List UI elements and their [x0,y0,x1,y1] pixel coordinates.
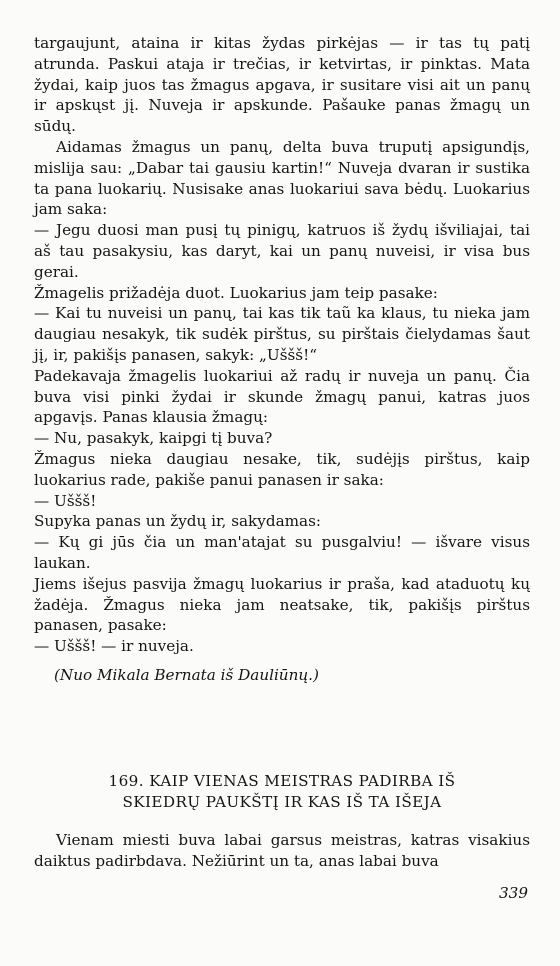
heading-line: 169. KAIP VIENAS MEISTRAS PADIRBA IŠ [108,772,456,790]
page-number: 339 [499,884,528,902]
paragraph: Supyka panas un žydų ir, sakydamas: [34,512,321,531]
paragraph: Jiems išejus pasvija žmagų luokarius ir praša, kad ataduotų kų žadėja. Žmagus nieka jam neatsake, tik, pakišįs pirštus panasen, pasake: [34,574,530,635]
paragraph: — Uššš! [34,491,97,510]
chapter-opening [34,830,530,872]
paragraph: — Kų gi jūs čia un man'atajat su pusgalviu! — išvare visus laukan. [34,533,530,572]
paragraph: Žmagus nieka daugiau nesake, tik, sudėjįs pirštus, kaip luokarius rade, pakiše panui panasen ir saka: [34,449,530,489]
paragraph: Žmagelis prižadėja duot. Luokarius jam teip pasake: [34,283,438,302]
heading-line: SKIEDRŲ PAUKŠTĮ IR KAS IŠ TA IŠEJA [122,793,442,811]
chapter-heading [34,771,530,813]
paragraph: — Jegu duosi man pusį tų pinigų, katruos iš žydų išviliajai, tai aš tau pasakysiu, kas daryt, kai un panų nuveisi, ir visa bus gerai. [34,221,530,281]
story-text [34,33,530,686]
paragraph: — Uššš! — ir nuveja. [34,637,194,656]
source-note: (Nuo Mikala Bernata iš Dauliūnų.) [54,665,319,684]
paragraph: Vienam miesti buva labai garsus meistras, katras visakius daiktus padirbdava. Nežiūrint un ta, anas labai buva [34,831,530,870]
paragraph: — Nu, pasakyk, kaipgi tį buva? [34,429,273,448]
paragraph: targaujunt, ataina ir kitas žydas pirkėjas — ir tas tų patį atrunda. Paskui ataja ir trečias, ir ketvirtas, ir pinktas. Mata žydai, kaip juos tas žmagus apgava, ir susitare visi ait un panų ir apskųst jį. Nuveja ir apskunde. Pašauke panas žmagų un sūdų. [34,34,530,136]
paragraph: Padekavaja žmagelis luokariui až radų ir nuveja un panų. Čia buva visi pinki žydai ir skunde žmagų panui, katras juos apgavįs. Panas klausia žmagų: [34,366,530,427]
paragraph: Aidamas žmagus un panų, delta buva truputį apsigundįs, mislija sau: „Dabar tai gausiu kartin!“ Nuveja dvaran ir sustika ta pana luokarių. Nusisake anas luokariui sava bėdų. Luokarius jam saka: [34,137,530,219]
paragraph: — Kai tu nuveisi un panų, tai kas tik taũ ka klaus, tu nieka jam daugiau nesakyk, tik sudėk pirštus, su pirštais čielydamas šaut jį, ir, pakišįs panasen, sakyk: „Uššš!“ [34,304,530,364]
